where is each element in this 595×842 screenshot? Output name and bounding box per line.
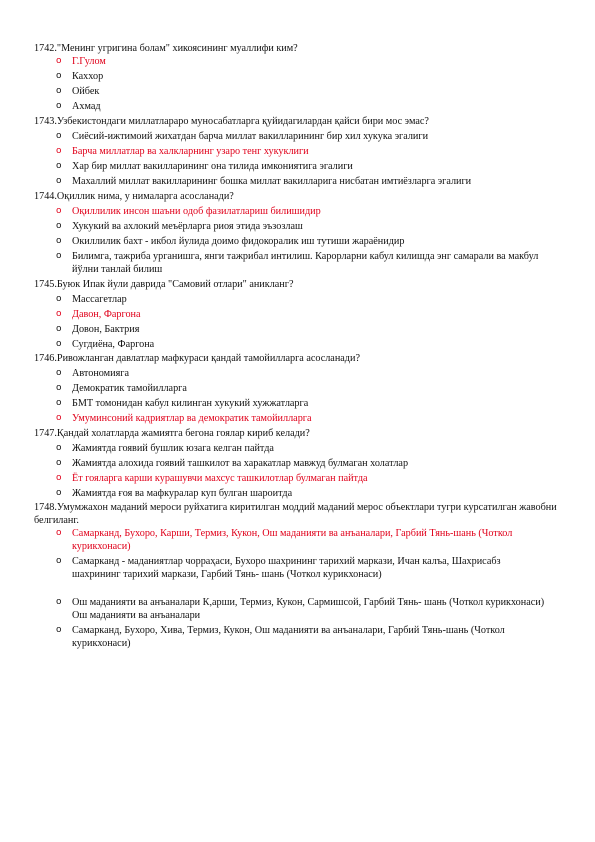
- bullet-icon: o: [56, 221, 62, 231]
- bullet-icon: o: [56, 309, 62, 319]
- option-text-correct: Ёт гояларга карши курашувчи махсус ташкилотлар булмаган пайтда: [72, 473, 368, 484]
- option-text-correct: Давон, Фаргона: [72, 309, 141, 320]
- bullet-icon: o: [56, 176, 62, 186]
- option-text: Ахмад: [72, 101, 101, 112]
- bullet-icon: o: [56, 597, 62, 607]
- option-text-correct: Г.Гулом: [72, 56, 106, 67]
- bullet-icon: o: [56, 206, 62, 216]
- option-text: Автономияга: [72, 368, 129, 379]
- bullet-icon: o: [56, 236, 62, 246]
- option-text: Сиёсий-ижтимоий жихатдан барча миллат вакилларининг бир хил хукука эгалиги: [72, 131, 429, 142]
- question-1747: 1747.Қандай холатларда жамиятга бегона гоялар кириб келади?: [34, 428, 310, 439]
- bullet-icon: o: [56, 146, 62, 156]
- question-1745: 1745.Буюк Ипак йули даврида "Самовий отлари" аникланг?: [34, 279, 294, 290]
- option-text: Каххор: [72, 71, 104, 82]
- bullet-icon: o: [56, 294, 62, 304]
- option-text: Билимга, тажриба урганишга, янги тажрибал интилиш. Карорларни кабул килишда энг самарали ва макбул йўлни танлай билиш: [72, 251, 539, 275]
- option-text: Жамиятда алохида гоявий ташкилот ва харакатлар мавжуд булмаган холатлар: [72, 458, 409, 469]
- bullet-icon: o: [56, 625, 62, 635]
- question-1746: 1746.Ривожланган давлатлар мафкураси қандай тамойилларга асосланади?: [34, 353, 360, 364]
- bullet-icon: o: [56, 339, 62, 349]
- option-text: Хар бир миллат вакилларининг она тилида имкониятига эгалиги: [72, 161, 353, 172]
- option-text: Самарканд, Бухоро, Хива, Термиз, Кукон, Ош маданияти ва анъаналари, Гарбий Тянь-шань (Чоткол курикхонаси): [72, 625, 505, 649]
- bullet-icon: o: [56, 556, 62, 566]
- question-1744: 1744.Оқиллик нима, у нималарга асосланади?: [34, 191, 234, 202]
- bullet-icon: o: [56, 488, 62, 498]
- option-text-correct: Оқиллилик инсон шаъни одоб фазилатлариш билишидир: [72, 206, 321, 217]
- option-text: Массагетлар: [72, 294, 127, 305]
- option-text: Самарканд - маданиятлар чорраҳаси, Бухоро шахрининг тарихий маркази, Ичан калъа, Шахрисабз шахрининг тарихий маркази, Гарбий Тянь- шань (Чоткол курикхонаси): [72, 556, 501, 580]
- bullet-icon: o: [56, 398, 62, 408]
- option-text: Махаллий миллат вакилларининг бошка миллат вакилларига нисбатан имтиёзларга эгалиги: [72, 176, 472, 187]
- question-1743: 1743.Узбекистондаги миллатлараро муносабатларга қуйидагилардан қайси бири мос эмас?: [34, 116, 429, 127]
- option-text-correct: Умуминсоний кадриятлар ва демократик тамойилларга: [72, 413, 312, 424]
- option-text: Жамиятда гоявий бушлик юзага келган пайтда: [72, 443, 274, 454]
- option-text: Жамиятда ғоя ва мафкуралар куп булган шароитда: [72, 488, 293, 499]
- option-text-correct: Самарканд, Бухоро, Карши, Термиз, Кукон, Ош маданияти ва анъаналари, Гарбий Тянь-шань (Чоткол курикхонаси): [72, 528, 513, 552]
- bullet-icon: o: [56, 101, 62, 111]
- question-1742: 1742."Менинг угригина болам" хикоясининг муаллифи ким?: [34, 43, 298, 54]
- option-text-correct: Барча миллатлар ва халкларнинг узаро тенг хукуклиги: [72, 146, 309, 157]
- question-1748: 1748.Умумжахон маданий мероси руйхатига киритилган моддий маданий мерос объектлари тугри курсатилган жавобни белгиланг.: [34, 502, 557, 526]
- bullet-icon: o: [56, 383, 62, 393]
- bullet-icon: o: [56, 368, 62, 378]
- bullet-icon: o: [56, 86, 62, 96]
- bullet-icon: o: [56, 131, 62, 141]
- option-text: Хукукий ва ахлокий меъёрларга риоя этида эъзозлаш: [72, 221, 303, 232]
- bullet-icon: o: [56, 528, 62, 538]
- bullet-icon: o: [56, 161, 62, 171]
- option-text: БМТ томонидан кабул килинган хукукий хужжатларга: [72, 398, 309, 409]
- option-text: Сугдиёна, Фаргона: [72, 339, 155, 350]
- bullet-icon: o: [56, 71, 62, 81]
- bullet-icon: o: [56, 56, 62, 66]
- option-text: Довон, Бактрия: [72, 324, 140, 335]
- bullet-icon: o: [56, 473, 62, 483]
- bullet-icon: o: [56, 443, 62, 453]
- option-text: Демократик тамойилларга: [72, 383, 187, 394]
- option-text: Окиллилик бахт - икбол йулида доимо фидокоралик иш тутиши жараёнидир: [72, 236, 405, 247]
- option-text: Ош маданияти ва анъаналари К,арши, Термиз, Кукон, Сармишсой, Гарбий Тянь- шань (Чоткол курикхонаси) Ош маданияти ва анъаналари: [72, 597, 545, 621]
- bullet-icon: o: [56, 324, 62, 334]
- bullet-icon: o: [56, 251, 62, 261]
- option-text: Ойбек: [72, 86, 100, 97]
- bullet-icon: o: [56, 413, 62, 423]
- bullet-icon: o: [56, 458, 62, 468]
